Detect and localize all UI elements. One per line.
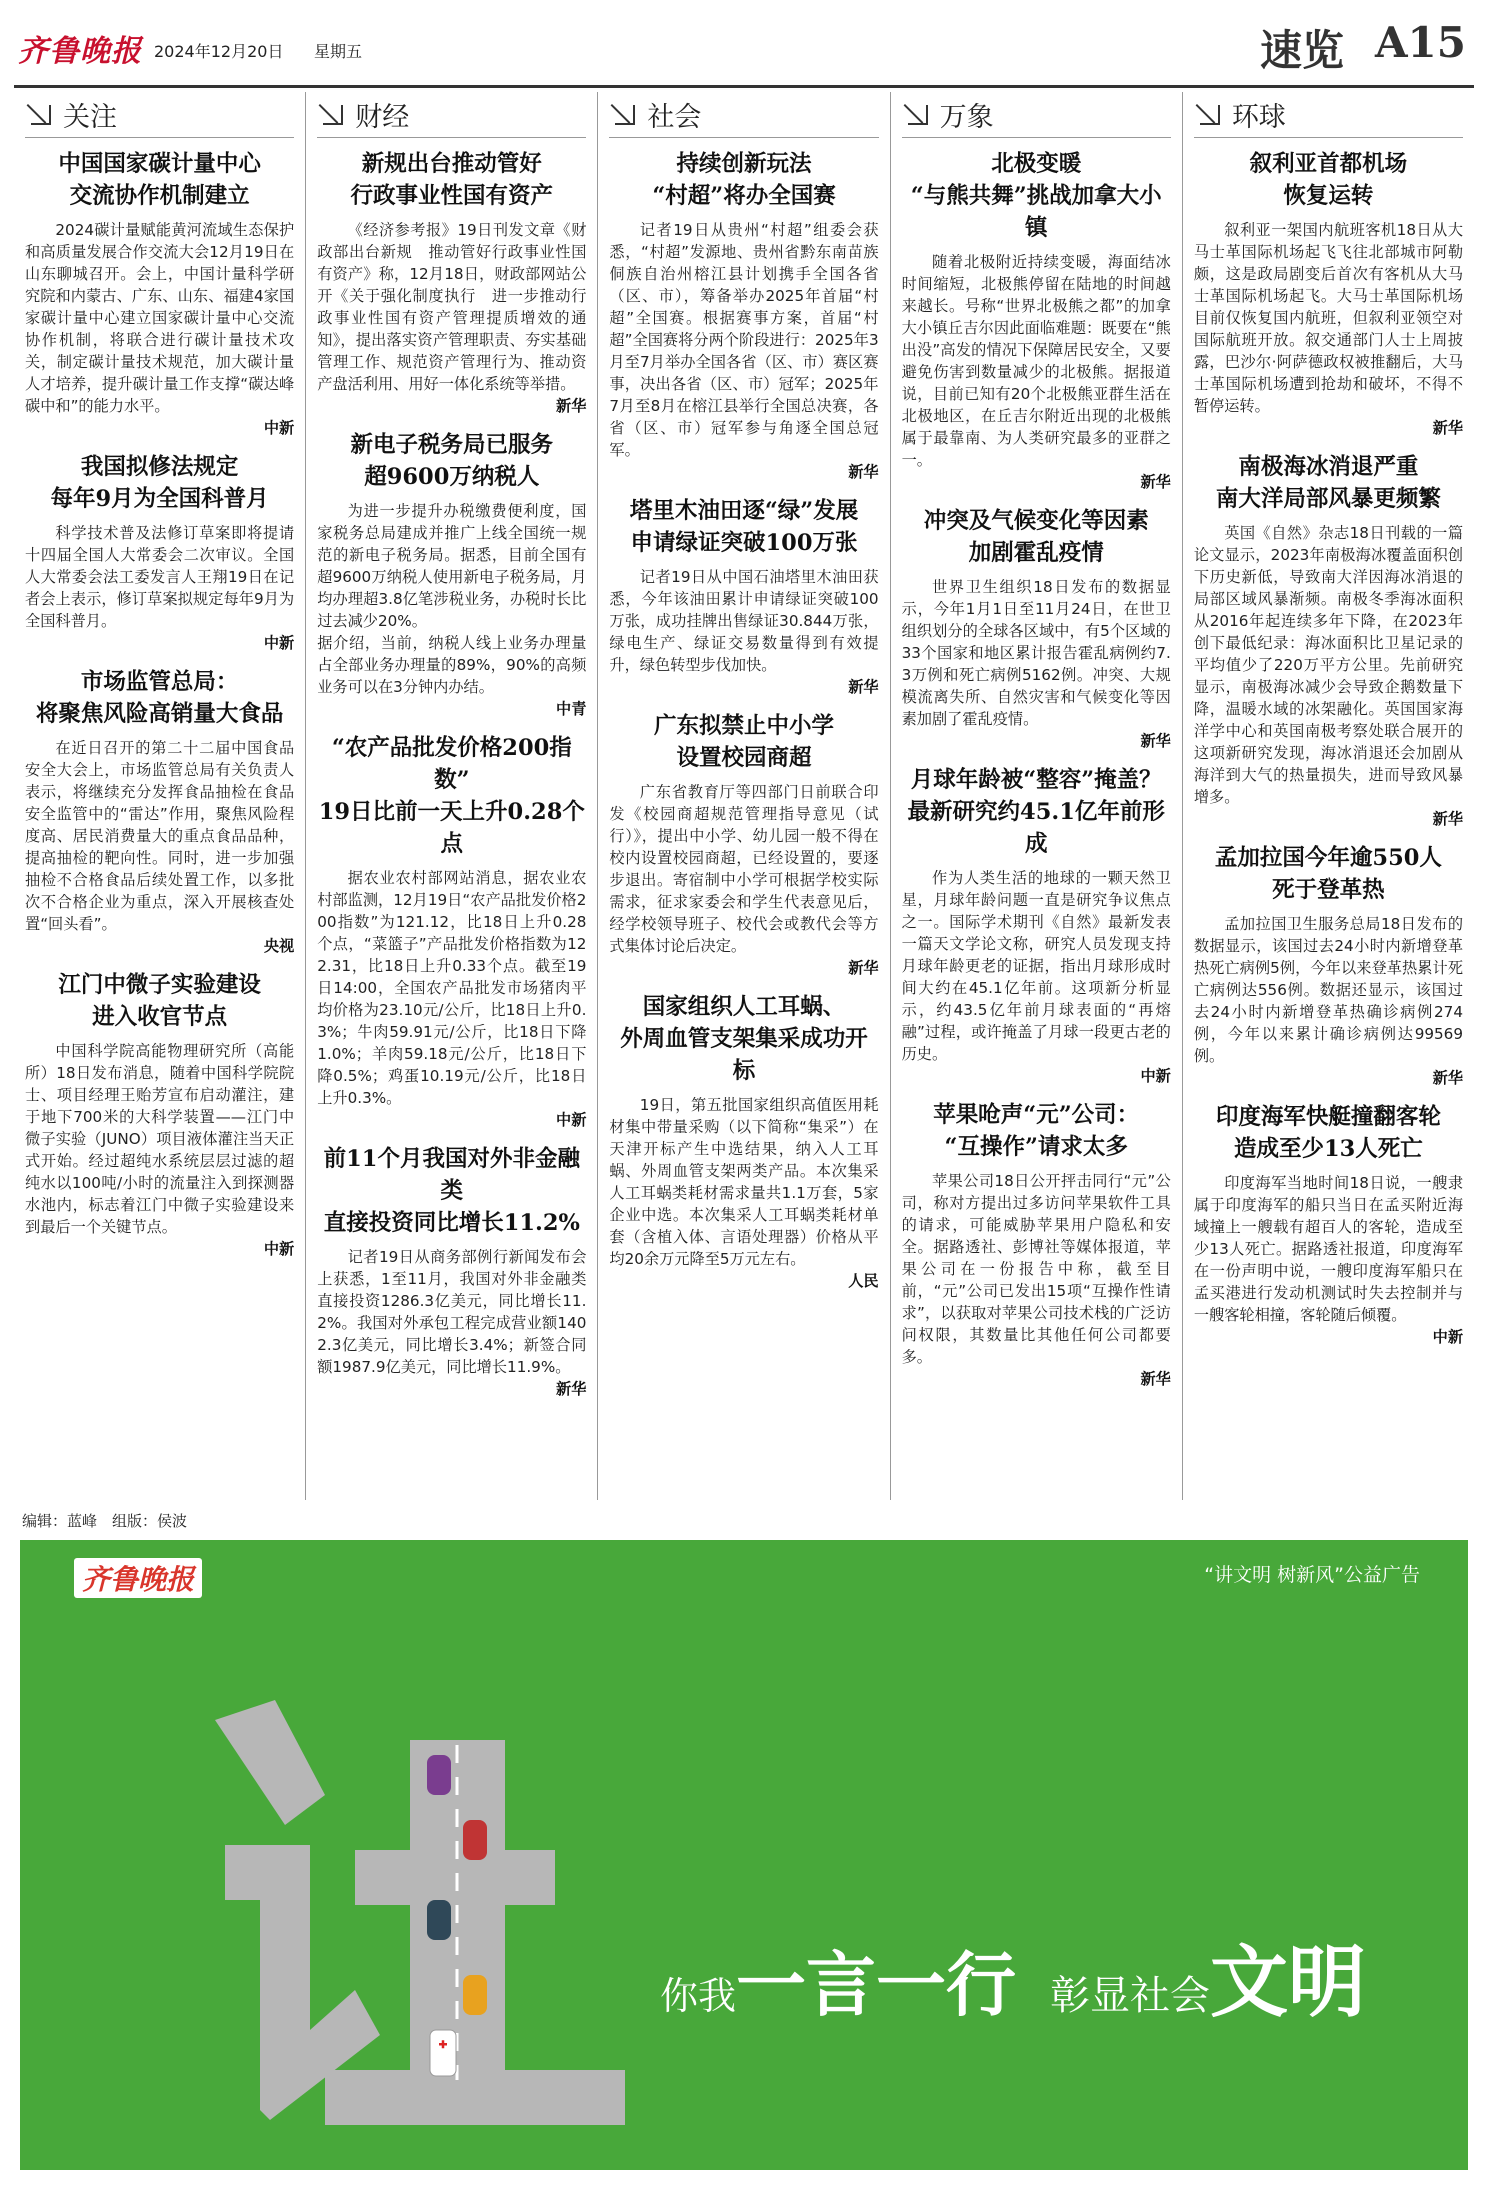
news-article: [902, 148, 1171, 493]
article-headline: 中国国家碳计量中心 交流协作机制建立: [58, 151, 261, 209]
ad-tag: “讲文明 树新风”公益广告: [1204, 1564, 1420, 1586]
article-source: 新华: [848, 678, 879, 696]
article-source: 新华: [1140, 1370, 1171, 1388]
corner-arrow-icon: [317, 101, 347, 129]
news-article: [902, 764, 1171, 1087]
article-body: 据农业农村部网站消息，据农业农村部监测，12月19日“农产品批发价格200指数”为121.12，比18日上升0.28个点，“菜篮子”产品批发价格指数为122.31，比18日上升0.33个点。截至19日14:00，全国农产品批发市场猪肉平均价格为23.10元/公斤，比18日上升0.3%；牛肉59.91元/公斤，比18日下降1.0%；羊肉59.18元/公斤，比18日下降0.5%；鸡蛋10.19元/公斤，比18日上升0.3%。: [317, 869, 587, 1107]
public-service-ad: [20, 1540, 1468, 2170]
article-headline: 持续创新玩法 “村超”将办全国赛: [652, 151, 836, 209]
article-source: 央视: [263, 937, 295, 955]
column-title: 关注: [63, 102, 117, 133]
news-article: [609, 991, 878, 1292]
article-body: 印度海军当地时间18日说，一艘隶属于印度海军的船只当日在孟买附近海域撞上一艘载有超百人的客轮，造成至少13人死亡。据路透社报道，印度海军在一份声明中说，一艘印度海军船只在孟买港进行发动机测试时失去控制并与一艘客轮相撞，客轮随后倾覆。: [1193, 1174, 1464, 1324]
article-source: 新华: [1432, 810, 1464, 828]
news-article: [1194, 451, 1463, 830]
article-source: 中青: [556, 700, 587, 718]
article-source: 新华: [556, 397, 587, 415]
article-body: 记者19日从贵州“村超”组委会获悉，“村超”发源地、贵州省黔东南苗族侗族自治州榕江县计划携手全国各省（区、市），筹备举办2025年首届“村超”全国赛。根据赛事方案，首届“村超”全国赛将分两个阶段进行：2025年3月至7月举办全国各省（区、市）赛区赛事，决出各省（区、市）冠军；2025年7月至8月在榕江县举行全国总决赛，各省（区、市）冠军参与角逐全国总冠军。: [609, 221, 879, 459]
page-credits: 编辑：蓝峰 组版：侯波: [22, 1512, 188, 1530]
article-headline: 苹果呛声“元”公司： “互操作”请求太多: [933, 1102, 1140, 1160]
column-1: [306, 92, 598, 1500]
news-article: [609, 148, 878, 483]
news-article: [1194, 1101, 1463, 1348]
ad-slogan-part-3: 彰显社会: [1050, 1973, 1211, 2019]
article-headline: 江门中微子实验建设 进入收官节点: [58, 972, 261, 1030]
corner-arrow-icon: [609, 101, 639, 129]
article-source: 中新: [263, 419, 295, 437]
corner-arrow-icon: [1194, 101, 1224, 129]
news-article: [25, 666, 294, 957]
article-source: 新华: [848, 463, 879, 481]
corner-arrow-icon: [902, 101, 932, 129]
car-icon: [463, 1820, 487, 1860]
ad-slogan-part-2: 一言一行: [736, 1943, 1017, 2026]
column-title: 社会: [647, 102, 702, 133]
article-headline: 叙利亚首都机场 恢复运转: [1249, 151, 1408, 209]
article-headline: “农产品批发价格200指数” 19日比前一天上升0.28个点: [318, 735, 585, 857]
news-article: [609, 710, 878, 979]
car-icon: [427, 1755, 451, 1795]
article-headline: 冲突及气候变化等因素 加剧霍乱疫情: [923, 508, 1149, 566]
issue-date: 2024年12月20日: [154, 42, 284, 61]
column-header: [1194, 92, 1463, 138]
article-source: 中新: [1140, 1067, 1171, 1085]
corner-arrow-icon: [25, 101, 55, 129]
masthead: [14, 12, 1474, 88]
article-source: 人民: [848, 1272, 879, 1290]
column-title: 财经: [355, 102, 410, 133]
news-article: [1194, 842, 1463, 1089]
column-4: [1183, 92, 1474, 1500]
article-headline: 前11个月我国对外非金融类 直接投资同比增长11.2%: [323, 1146, 580, 1236]
ambulance-icon: [430, 2030, 456, 2076]
ad-slogan-part-4: 文明: [1210, 1937, 1367, 2028]
news-article: [25, 148, 294, 439]
article-body: 广东省教育厅等四部门日前联合印发《校园商超规范管理指导意见（试行）》，提出中小学、幼儿园一般不得在校内设置校园商超，已经设置的，要逐步退出。寄宿制中小学可根据学校实际需求，征求家委会和学生代表意见后，经学校领导班子、校代会或教代会等方式集体讨论后决定。: [609, 783, 879, 955]
article-body: 19日，第五批国家组织高值医用耗材集中带量采购（以下简称“集采”）在天津开标产生中选结果，纳入人工耳蜗、外周血管支架两类产品。本次集采人工耳蜗类耗材需求量共1.1万套，5家企业中选。本次集采人工耳蜗类耗材单套（含植入体、言语处理器）价格从平均20余万元降至5万元左右。: [609, 1096, 879, 1268]
news-article: [609, 495, 878, 698]
column-header: [609, 92, 878, 138]
article-body: 随着北极附近持续变暖，海面结冰时间缩短，北极熊停留在陆地的时间越来越长。号称“世界北极熊之都”的加拿大小镇丘吉尔因此面临难题：既要在“熊出没”高发的情况下保障居民安全，又要避免伤害到数量减少的北极熊。据报道说，目前已知有20个北极熊亚群生活在北极地区，在丘吉尔附近出现的北极熊属于最靠南、为人类研究最多的亚群之一。: [901, 253, 1171, 469]
article-headline: 广东拟禁止中小学 设置校园商超: [654, 713, 835, 771]
ad-char-stroke-bottom: [325, 2070, 625, 2125]
news-article: [902, 1099, 1171, 1390]
news-article: [25, 451, 294, 654]
article-body: 叙利亚一架国内航班客机18日从大马士革国际机场起飞飞往北部城市阿勒颇，这是政局剧变后首次有客机从大马士革国际机场起飞。大马士革国际机场目前仅恢复国内航班，但叙利亚领空对国际航班开放。叙交通部门人士上周披露，巴沙尔·阿萨德政权被推翻后，大马士革国际机场遭到抢劫和破坏，不得不暂停运转。: [1193, 221, 1464, 415]
column-2: [598, 92, 890, 1500]
article-headline: 北极变暖 “与熊共舞”挑战加拿大小镇: [910, 151, 1162, 241]
article-source: 中新: [1432, 1328, 1464, 1346]
article-body: 英国《自然》杂志18日刊载的一篇论文显示，2023年南极海冰覆盖面积创下历史新低，导致南大洋因海冰消退的局部区域风暴渐频。南极冬季海冰面积从2016年起连续多年下降，在2023年创下最低纪录：海冰面积比卫星记录的平均值少了220万平方公里。先前研究显示，南极海冰减少会导致企鹅数量下降，温暖水域的冰架融化。英国国家海洋学中心和英国南极考察处联合展开的这项新研究发现，海冰消退还会加剧从海洋到大气的热量损失，进而导致风暴增多。: [1193, 524, 1464, 806]
article-headline: 印度海军快艇撞翻客轮 造成至少13人死亡: [1215, 1104, 1441, 1162]
ad-char-stroke-top: [355, 1850, 555, 1905]
article-body: 科学技术普及法修订草案即将提请十四届全国人大常委会二次审议。全国人大常委会法工委发言人王翔19日在记者会上表示，修订草案拟规定每年9月为全国科普月。: [25, 524, 295, 630]
article-body: 《经济参考报》19日刊发文章《财政部出台新规 推动管好行政事业性国有资产》称，12月18日，财政部网站公开《关于强化制度执行 进一步推动行政事业性国有资产管理提质增效的通知》，提出落实资产管理职责、夯实基础管理工作、规范资产管理行为、推动资产盘活利用、用好一体化系统等举措。: [317, 221, 587, 393]
news-article: [902, 505, 1171, 752]
ad-char-dot: [215, 1700, 325, 1825]
article-source: 新华: [556, 1380, 587, 1398]
article-source: 新华: [1140, 732, 1171, 750]
car-icon: [463, 1975, 487, 2015]
article-body: 世界卫生组织18日发布的数据显示，今年1月1日至11月24日，在世卫组织划分的全球各区域中，有5个区域的33个国家和地区累计报告霍乱病例约7.3万例和死亡病例5162例。冲突、大规模流离失所、自然灾害和气候变化等因素加剧了霍乱疫情。: [901, 578, 1171, 728]
article-headline: 新规出台推动管好 行政事业性国有资产: [350, 151, 554, 209]
road-character-art: [205, 1700, 635, 2130]
article-body: 2024碳计量赋能黄河流域生态保护和高质量发展合作交流大会12月19日在山东聊城召开。会上，中国计量科学研究院和内蒙古、广东、山东、福建4家国家碳计量中心建立国家碳计量中心交流协作机制，将联合进行碳计量技术攻关，制定碳计量技术规范，加大碳计量人才培养，提升碳计量工作支撑“碳达峰碳中和”的能力水平。: [25, 221, 295, 415]
article-source: 新华: [1140, 473, 1171, 491]
ad-slogan: [660, 1920, 1366, 2032]
column-header: [25, 92, 294, 138]
column-title: 万象: [939, 102, 994, 133]
article-headline: 塔里木油田逐“绿”发展 申请绿证突破100万张: [629, 498, 859, 556]
article-body: 苹果公司18日公开抨击同行“元”公司，称对方提出过多访问苹果软件工具的请求，可能威胁苹果用户隐私和安全。据路透社、彭博社等媒体报道，苹果公司在一份报告中称，截至目前，“元”公司已发出15项“互操作性请求”，以获取对苹果公司技术栈的广泛访问权限，其数量比其他任何公司都要多。: [901, 1172, 1171, 1366]
column-3: [891, 92, 1183, 1500]
page-number: A15: [1374, 18, 1466, 67]
column-header: [317, 92, 586, 138]
issue-weekday: 星期五: [314, 42, 363, 61]
article-body: 在近日召开的第二十二届中国食品安全大会上，市场监管总局有关负责人表示，将继续充分发挥食品抽检在食品安全监管中的“雷达”作用，聚焦风险程度高、居民消费量大的重点食品品种，提高抽检的靶向性。同时，进一步加强抽检不合格食品后续处置工作，以多批次不合格企业为重点，深入开展核查处置“回头看”。: [25, 739, 295, 933]
article-source: 中新: [556, 1111, 587, 1129]
article-headline: 新电子税务局已服务 超9600万纳税人: [350, 432, 554, 490]
news-article: [1194, 148, 1463, 439]
article-headline: 南极海冰消退严重 南大洋局部风暴更频繁: [1215, 454, 1441, 512]
ad-slogan-part-1: 你我: [660, 1974, 737, 2018]
article-body: 记者19日从中国石油塔里木油田获悉，今年该油田累计申请绿证突破100万张，成功挂牌出售绿证30.844万张，绿电生产、绿证交易数量得到有效提升，绿色转型步伐加快。: [609, 568, 879, 674]
ad-logo: 齐鲁晚报: [74, 1558, 202, 1598]
car-icon: [427, 1900, 451, 1940]
news-article: [317, 429, 586, 720]
article-headline: 我国拟修法规定 每年9月为全国科普月: [50, 454, 269, 512]
column-0: [14, 92, 306, 1500]
article-headline: 国家组织人工耳蜗、 外周血管支架集采成功开标: [620, 994, 868, 1084]
news-article: [317, 1143, 586, 1400]
article-source: 新华: [848, 959, 879, 977]
news-article: [317, 148, 586, 417]
article-body: 为进一步提升办税缴费便利度，国家税务总局建成并推广上线全国统一规范的新电子税务局。据悉，目前全国有超9600万纳税人使用新电子税务局，月均办理超3.8亿笔涉税业务，办税时长比过去减少20%。 据介绍，当前，纳税人线上业务办理量占全部业务办理量的89%，90%的高频业务可以在3分钟内办结。: [317, 502, 587, 696]
article-source: 新华: [1432, 419, 1464, 437]
article-headline: 市场监管总局： 将聚焦风险高销量大食品: [35, 669, 284, 727]
newspaper-logo: 齐鲁晚报: [18, 34, 142, 69]
article-headline: 孟加拉国今年逾550人 死于登革热: [1214, 845, 1442, 903]
article-source: 中新: [263, 634, 295, 652]
article-headline: 月球年龄被“整容”掩盖？ 最新研究约45.1亿年前形成: [907, 767, 1165, 857]
news-columns: [14, 92, 1474, 1500]
news-article: [25, 969, 294, 1260]
news-article: [317, 732, 586, 1131]
section-name: 速览: [1259, 26, 1344, 75]
column-title: 环球: [1231, 102, 1286, 133]
article-body: 记者19日从商务部例行新闻发布会上获悉，1至11月，我国对外非金融类直接投资1286.3亿美元，同比增长11.2%。我国对外承包工程完成营业额1402.3亿美元，同比增长3.4%；新签合同额1987.9亿美元，同比增长11.9%。: [317, 1248, 587, 1376]
article-body: 中国科学院高能物理研究所（高能所）18日发布消息，随着中国科学院院士、项目经理王贻芳宣布启动灌注，建于地下700米的大科学装置——江门中微子实验（JUNO）项目液体灌注当天正式开始。经过超纯水系统层层过滤的超纯水以100吨/小时的流量注入到探测器水池内，标志着江门中微子实验建设来到最后一个关键节点。: [25, 1042, 295, 1236]
article-source: 新华: [1432, 1069, 1464, 1087]
article-body: 孟加拉国卫生服务总局18日发布的数据显示，该国过去24小时内新增登革热死亡病例5例，今年以来登革热累计死亡病例达556例。数据还显示，该国过去24小时内新增登革热确诊病例274例，今年以来累计确诊病例达99569例。: [1193, 915, 1464, 1065]
column-header: [902, 92, 1171, 138]
article-source: 中新: [263, 1240, 295, 1258]
article-body: 作为人类生活的地球的一颗天然卫星，月球年龄问题一直是研究争议焦点之一。国际学术期刊《自然》最新发表一篇天文学论文称，研究人员发现支持月球年龄更老的证据，指出月球形成时间大约在45.1亿年前。这项新分析显示，约43.5亿年前月球表面的“再熔融”过程，或许掩盖了月球一段更古老的历史。: [901, 869, 1171, 1063]
